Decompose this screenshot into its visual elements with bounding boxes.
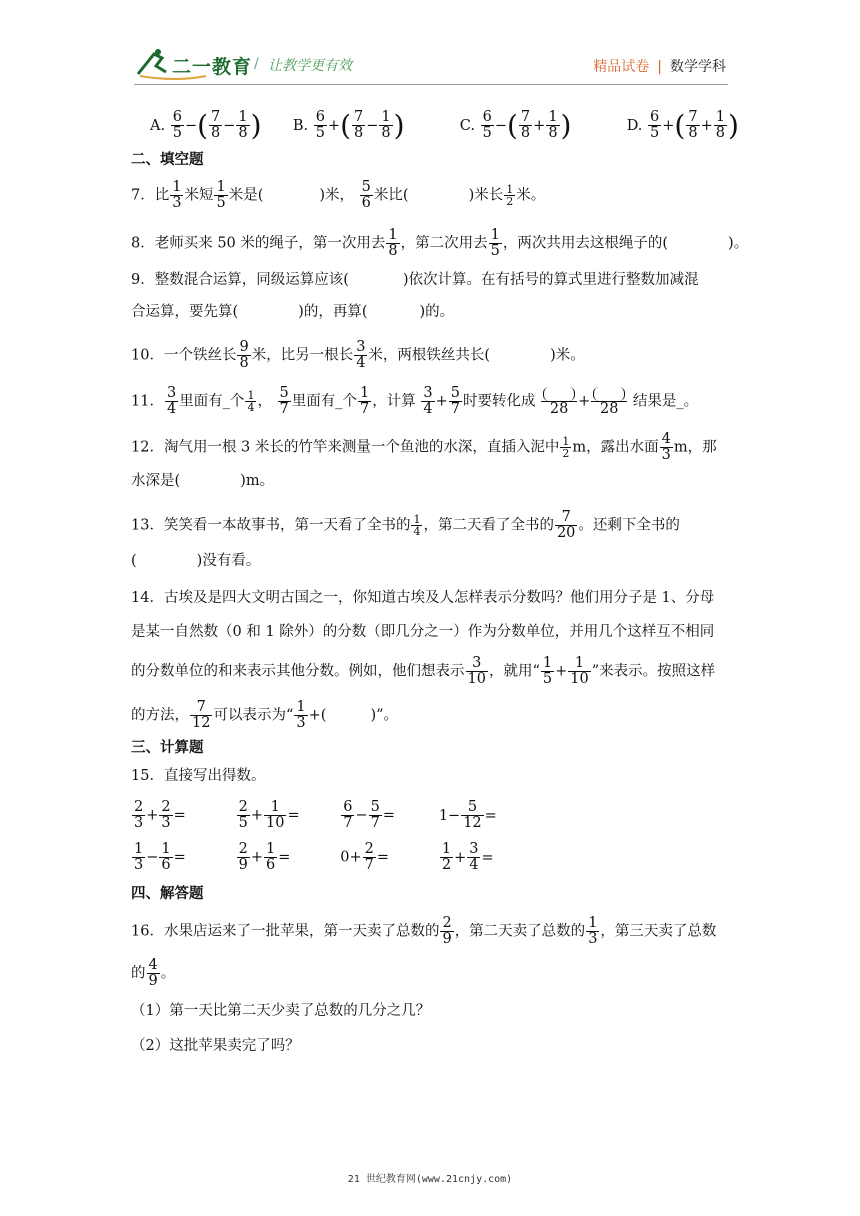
header-separator: | [657, 59, 662, 75]
question-10: 10．一个铁丝长 $\frac{9}{8}$ 米，比另一根长 $\frac{3}{4}$ 米，两根铁丝共长( )米。 [131, 339, 585, 372]
section-solve: 四、解答题 [131, 886, 204, 902]
option-b: B. $\frac{6}{5}$ +( $\frac{7}{8}$ − $\frac{1}{8}$ ) [292, 108, 405, 142]
header-rule [134, 84, 728, 85]
question-14-line-3: 的分数单位的和来表示其他分数。例如，他们想表示 $\frac{3}{10}$ ，就用“ $\frac{1}{5}$ + $\frac{1}{10}$ ”来表示。按照这样 [131, 655, 716, 688]
slogan-divider: / [254, 56, 259, 72]
question-16-line-1: 16．水果店运来了一批苹果，第一天卖了总数的 $\frac{2}{9}$ ，第二天卖了总数的 $\frac{1}{3}$ ，第三天卖了总数 [131, 915, 717, 948]
question-16-line-2: 的 $\frac{4}{9}$ 。 [131, 957, 176, 990]
header-label-subject: 数学学科 [670, 59, 726, 75]
section-calculation: 三、计算题 [131, 740, 204, 756]
page-header [0, 0, 860, 92]
question-12-line-2: 水深是( )m。 [131, 473, 275, 489]
question-14-line-1: 14．古埃及是四大文明古国之一，你知道古埃及人怎样表示分数吗？他们用分子是 1、分母 [131, 590, 715, 606]
question-15-title: 15．直接写出得数。 [131, 768, 266, 784]
question-13-line-2: ( )没有看。 [131, 553, 261, 569]
question-16-part-2: （2）这批苹果卖完了吗？ [131, 1038, 300, 1054]
question-9-line-1: 9．整数混合运算，同级运算应该( )依次计算。在有括号的算式里进行整数加减混 [131, 272, 699, 288]
option-c: C. $\frac{6}{5}$ −( $\frac{7}{8}$ + $\frac{1}{8}$ ) [459, 108, 572, 142]
question-12-line-1: 12．淘气用一根 3 米长的竹竿来测量一个鱼池的水深，直插入泥中 $\frac{1}{2}$ m，露出水面 $\frac{4}{3}$ m，那 [131, 431, 717, 464]
question-16-part-1: （1）第一天比第二天少卖了总数的几分之几？ [131, 1003, 431, 1019]
slogan: 让教学更有效 [268, 58, 352, 74]
question-7: 7．比 $\frac{1}{3}$ 米短 $\frac{1}{5}$ 米是( )米， $\frac{5}{6}$ 米比( )米长 $\frac{1}{2}$ 米。 [131, 179, 546, 212]
option-d: D. $\frac{6}{5}$ +( $\frac{7}{8}$ + $\frac{1}{8}$ ) [626, 108, 739, 142]
logo-text: 二一教育 [172, 56, 253, 78]
question-14-line-2: 是某一自然数（0 和 1 除外）的分数（即几分之一）作为分数单位，并用几个这样互不相同 [131, 624, 715, 640]
header-right [593, 56, 726, 76]
calc-row-2: $\frac{1}{3}$ − $\frac{1}{6}$ = $\frac{2}{9}$ + $\frac{1}{6}$ = 0+ $\frac{2}{7}$ = $\frac{1}{2}$ + $\frac{3}{4}$ = [134, 841, 494, 874]
section-fill-blank: 二、填空题 [131, 152, 204, 168]
option-a: A. $\frac{6}{5}$ −( $\frac{7}{8}$ − $\frac{1}{8}$ ) [150, 108, 262, 142]
question-13-line-1: 13．笑笑看一本故事书，第一天看了全书的 $\frac{1}{4}$ ，第二天看了全书的 $\frac{7}{20}$ 。还剩下全书的 [131, 509, 680, 542]
header-label-quality: 精品试卷 [593, 59, 650, 75]
question-11: 11． $\frac{3}{4}$ 里面有_个 $\frac{1}{4}$ ， $\frac{5}{7}$ 里面有_个 $\frac{1}{7}$ ，计算 $\frac{3}{4}$ + $\frac{5}{7}$ 时要转化成 28 + 28 结果是_。 [131, 385, 699, 418]
question-6-options [150, 110, 739, 141]
page-footer: 21 世纪教育网(www.21cnjy.com) [347, 1174, 513, 1185]
question-9-line-2: 合运算，要先算( )的，再算( )的。 [131, 304, 455, 320]
question-8: 8．老师买来 50 米的绳子，第一次用去 $\frac{1}{8}$ ，第二次用去 $\frac{1}{5}$ ，两次共用去这根绳子的( )。 [131, 227, 749, 260]
calc-row-1: $\frac{2}{3}$ + $\frac{2}{3}$ = $\frac{2}{5}$ + $\frac{1}{10}$ = $\frac{6}{7}$ − $\frac{5}{7}$ = 1− $\frac{5}{12}$ = [134, 799, 497, 832]
question-14-line-4: 的方法， $\frac{7}{12}$ 可以表示为“ $\frac{1}{3}$ +( )”。 [131, 699, 399, 732]
